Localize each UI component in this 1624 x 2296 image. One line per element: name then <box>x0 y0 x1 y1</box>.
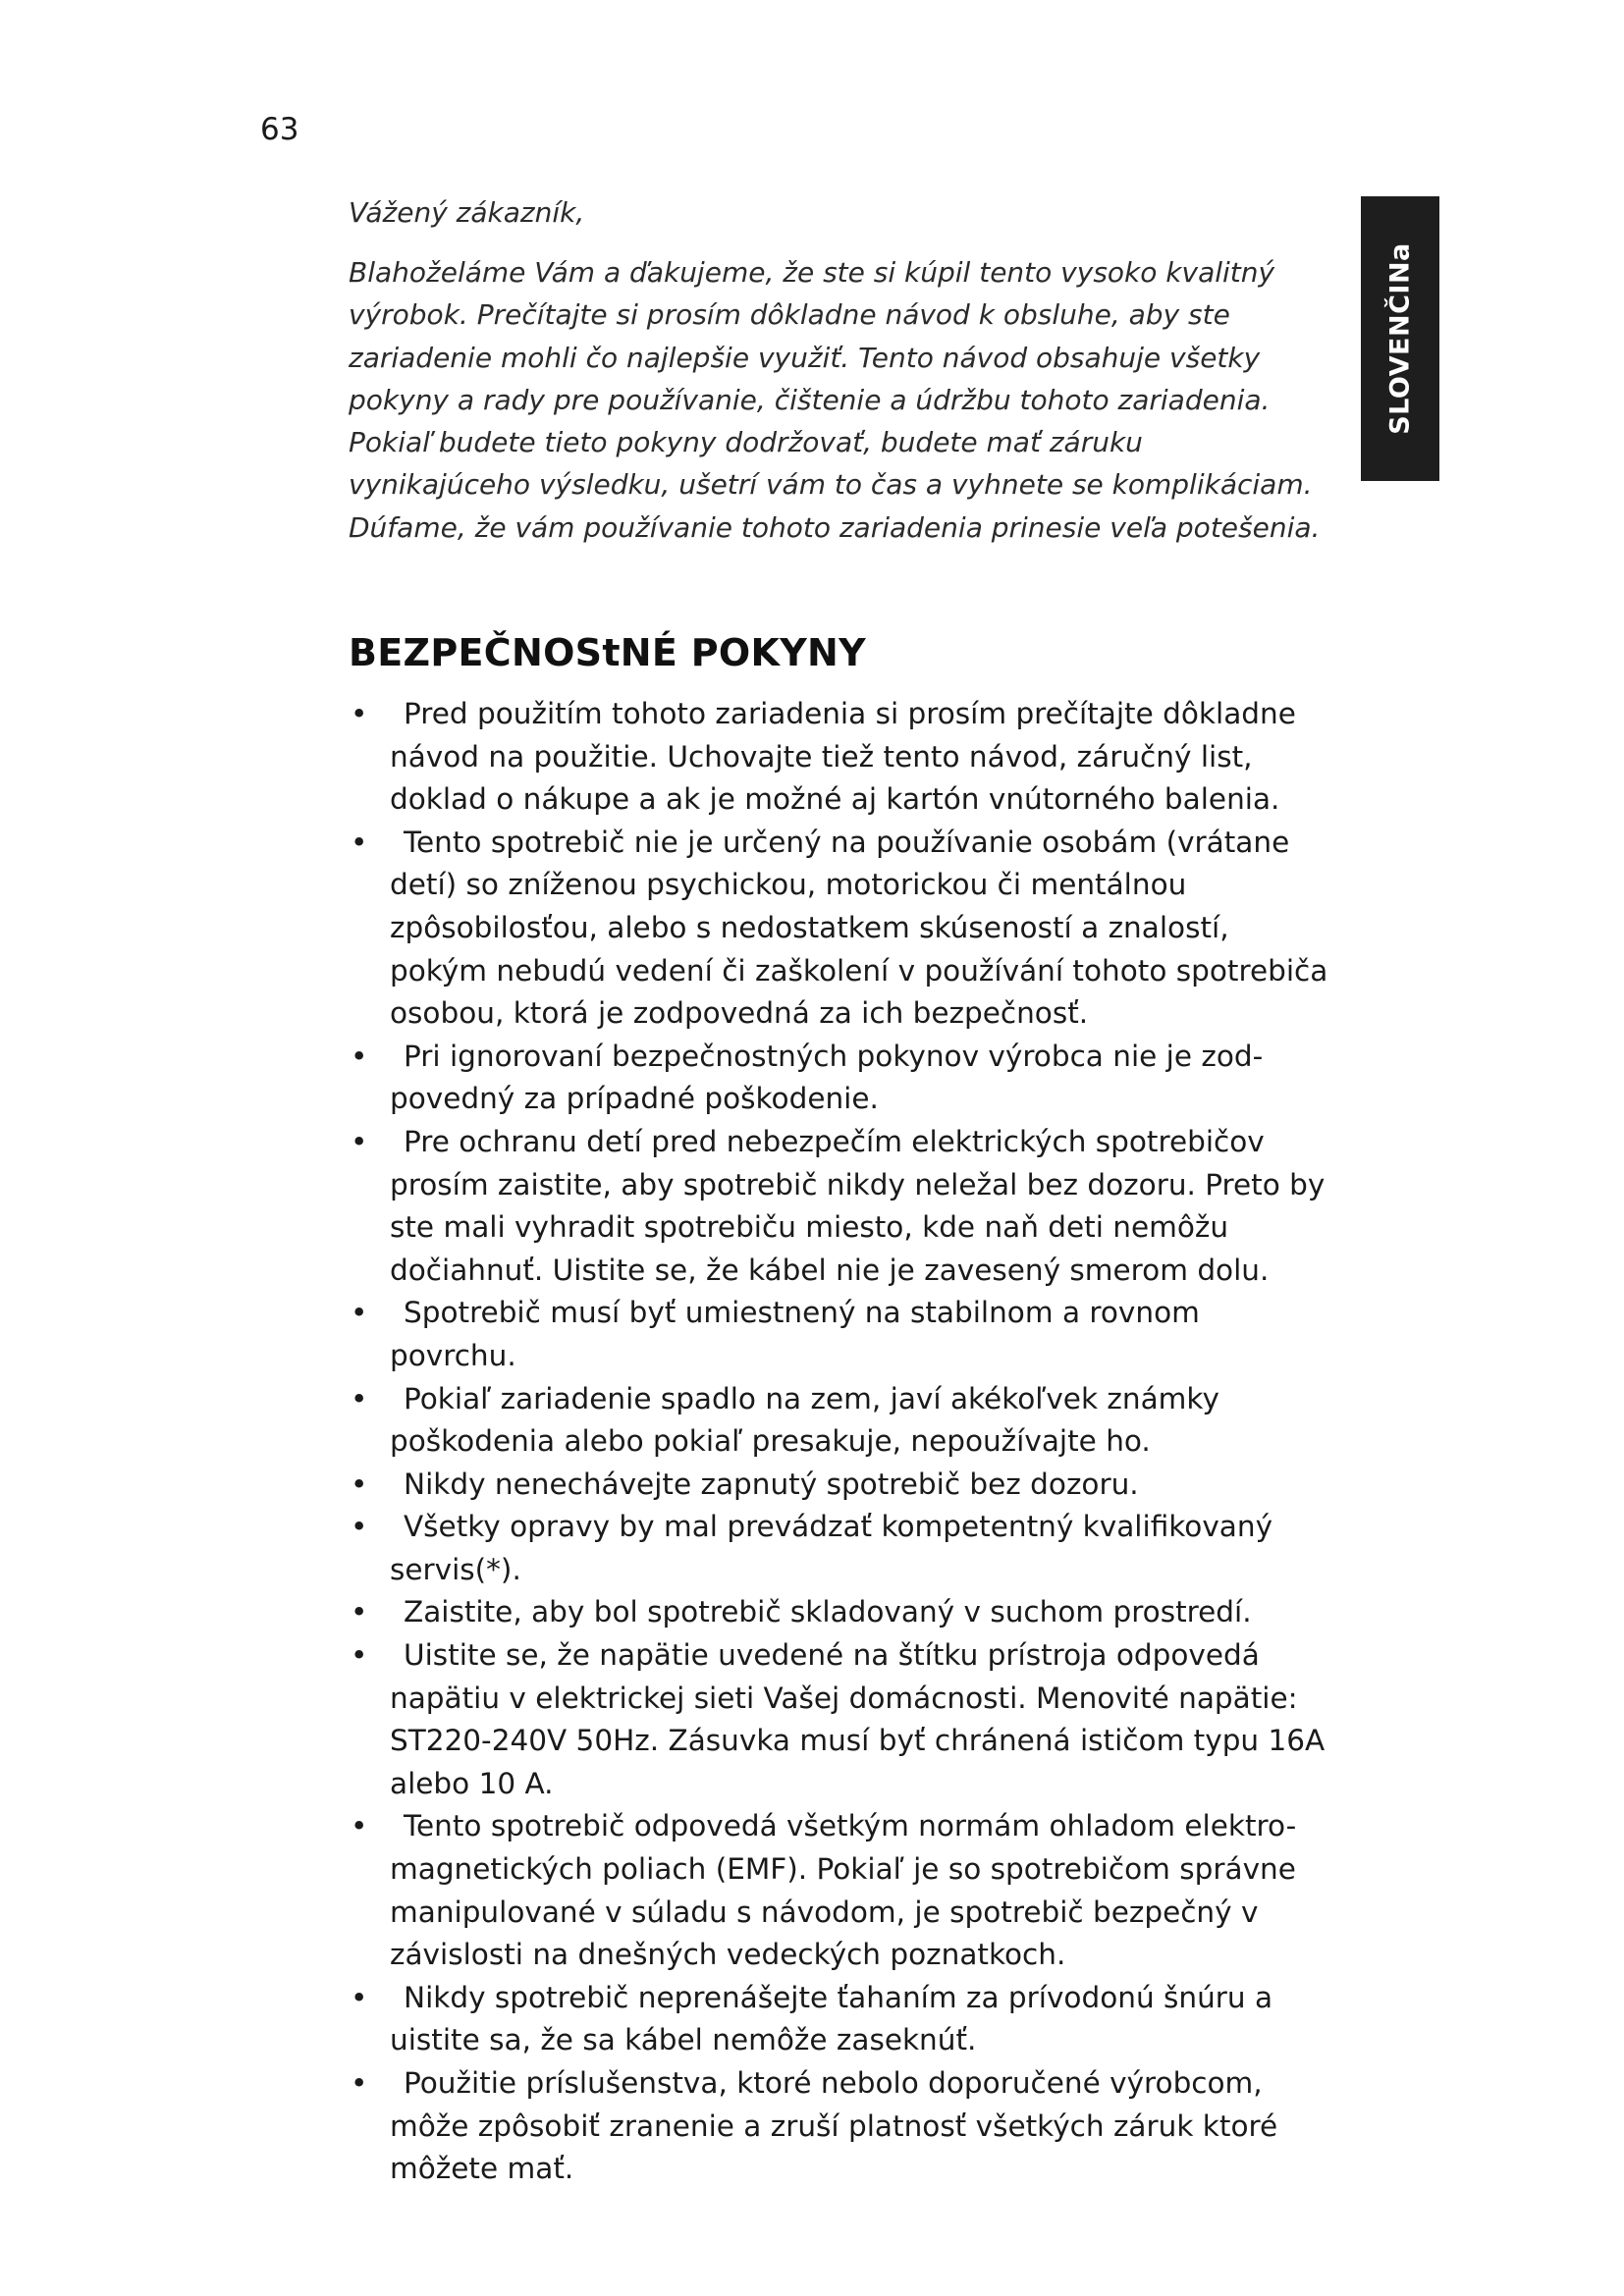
language-tab <box>1361 196 1439 481</box>
list-item <box>349 1506 1330 1591</box>
list-item <box>349 1977 1330 2062</box>
list-item <box>349 1805 1330 1976</box>
safety-list <box>349 693 1330 2191</box>
bullet-icon: • <box>351 1039 368 1073</box>
list-item <box>349 2062 1330 2191</box>
section-heading: BEZPEČNOStNÉ POKYNY <box>349 631 866 674</box>
list-item-text: Zaistite, aby bol spotrebič skladovaný v suchom prostredí. <box>404 1595 1252 1629</box>
bullet-icon: • <box>351 1510 368 1544</box>
list-item-text: Použitie príslušenstva, ktoré nebolo doporučené výrobcom, môže zpôsobiť zranenie a zruší platnosť všetkých záruk ktoré môžete mať. <box>390 2066 1278 2186</box>
list-item-text: Pre ochranu detí pred nebezpečím elektrických spotrebičov prosím zaistite, aby spotrebič nikdy neležal bez dozoru. Preto by ste mali vyhradit spotrebiču miesto, kde naň deti nemôžu dočiahnuť. Uistite se, že kábel nie je zavesený smerom dolu. <box>390 1124 1326 1287</box>
bullet-icon: • <box>351 1124 368 1158</box>
intro-paragraph: Blahoželáme Vám a ďakujeme, že ste si kúpil tento vysoko kvalitný výrobok. Prečítajte si prosím dôkladne návod k obsluhe, aby ste zariadenie mohli čo najlepšie využiť. Tento návod obsahuje všetky pokyny a rady pre používanie, čištenie a údržbu tohoto zariadenia. Pokiaľ budete tieto pokyny dodržovať, budete mať záruku vynikajúceho výsledku, ušetrí vám to čas a vyhnete se komplikáciam. Dúfame, že vám používanie tohoto zariadenia prinesie veľa potešenia. <box>349 256 1321 544</box>
bullet-icon: • <box>351 697 368 730</box>
bullet-icon: • <box>351 825 368 859</box>
list-item-text: Nikdy spotrebič neprenášejte ťahaním za prívodonú šnúru a uistite sa, že sa kábel nemôže zaseknúť. <box>390 1980 1273 2057</box>
language-tab-label: SLOVENČINa <box>1384 242 1416 435</box>
list-item-text: Nikdy nenechávejte zapnutý spotrebič bez dozoru. <box>404 1467 1139 1501</box>
bullet-icon: • <box>351 1980 368 2014</box>
bullet-icon: • <box>351 1809 368 1843</box>
list-item-text: Všetky opravy by mal prevádzať kompetentný kvalifikovaný servis(*). <box>390 1510 1273 1586</box>
bullet-icon: • <box>351 1381 368 1415</box>
list-item-text: Pokiaľ zariadenie spadlo na zem, javí akékoľvek známky poškodenia alebo pokiaľ presakuje, nepoužívajte ho. <box>390 1381 1219 1459</box>
bullet-icon: • <box>351 2066 368 2100</box>
list-item-text: Pri ignorovaní bezpečnostných pokynov výrobca nie je zod-povedný za prípadné poškodenie. <box>390 1039 1264 1116</box>
list-item-text: Spotrebič musí byť umiestnený na stabilnom a rovnom povrchu. <box>390 1296 1200 1372</box>
list-item <box>349 693 1330 822</box>
list-item-text: Tento spotrebič odpovedá všetkým normám ohladom elektro-magnetických poliach (EMF). Pokiaľ je so spotrebičom správne manipulované v súladu s návodom, je spotrebič bezpečný v závislosti na dnešných vedeckých poznatkoch. <box>390 1809 1297 1972</box>
intro-section <box>349 192 1330 549</box>
list-item <box>349 1634 1330 1805</box>
bullet-icon: • <box>351 1638 368 1673</box>
greeting: Vážený zákazník, <box>349 196 585 229</box>
bullet-icon: • <box>351 1296 368 1330</box>
list-item-text: Pred použitím tohoto zariadenia si prosím prečítajte dôkladne návod na použitie. Uchovajte tiež tento návod, záručný list, doklad o nákupe a ak je možné aj kartón vnútorného balenia. <box>390 697 1296 817</box>
list-item <box>349 1591 1330 1634</box>
list-item <box>349 1036 1330 1121</box>
list-item <box>349 1292 1330 1377</box>
page-number: 63 <box>260 112 299 147</box>
list-item <box>349 1378 1330 1464</box>
bullet-icon: • <box>351 1595 368 1629</box>
bullet-icon: • <box>351 1467 368 1501</box>
list-item <box>349 1121 1330 1292</box>
list-item-text: Tento spotrebič nie je určený na používanie osobám (vrátane detí) so zníženou psychickou, motorickou či mentálnou zpôsobilosťou, alebo s nedostatkem skúseností a znalostí, pokým nebudú vedení či zaškolení v používání tohoto spotrebiča osobou, ktorá je zodpovedná za ich bezpečnosť. <box>390 825 1328 1031</box>
list-item <box>349 822 1330 1036</box>
list-item <box>349 1464 1330 1507</box>
list-item-text: Uistite se, že napätie uvedené na štítku prístroja odpovedá napätiu v elektrickej sieti Vašej domácnosti. Menovité napätie: ST220-240V 50Hz. Zásuvka musí byť chránená ističom typu 16A alebo 10 A. <box>390 1638 1326 1800</box>
